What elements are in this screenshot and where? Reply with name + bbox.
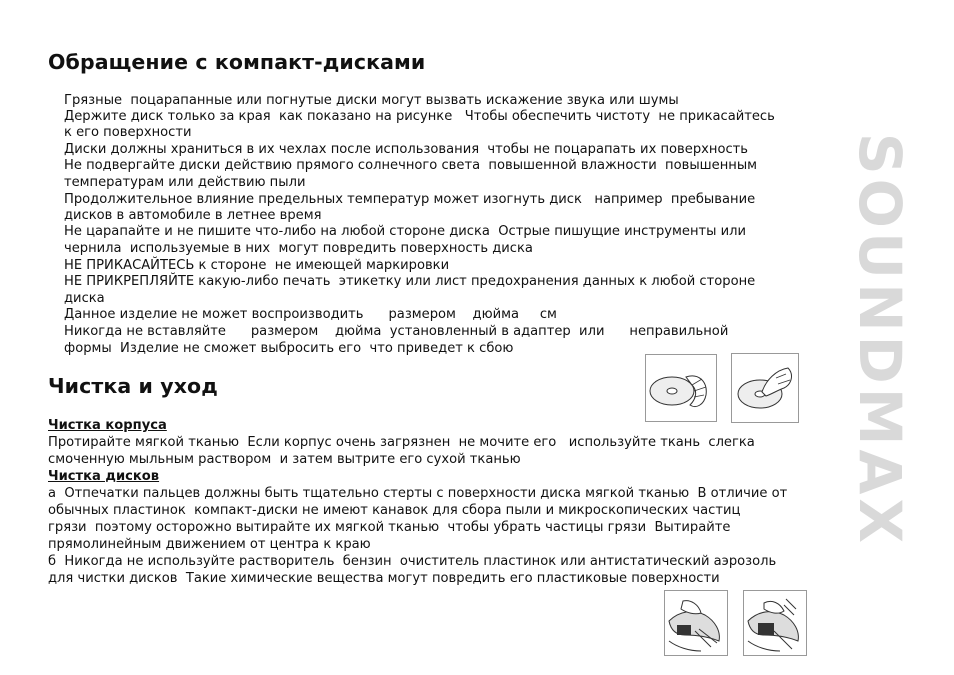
soundmax-logo [846,40,914,640]
text-line: Не царапайте и не пишите что-либо на любой стороне диска Острые пишущие инструменты или [64,224,747,239]
text-line: к его поверхности [64,125,192,140]
subheading-disc-cleaning: Чистка дисков [48,469,160,484]
subheading-case-cleaning: Чистка корпуса [48,418,167,433]
text-line: Диски должны храниться в их чехлах после использования чтобы не поцарапать их поверхность [64,142,749,157]
text-line: прямолинейным движением от центра к краю [48,537,371,552]
text-line: НЕ ПРИКРЕПЛЯЙТЕ какую-либо печать этикетку или лист предохранения данных к любой стороне [64,274,756,289]
text-line: Держите диск только за края как показано на рисунке Чтобы обеспечить чистоту не прикасайтесь [64,109,775,124]
text-line: НЕ ПРИКАСАЙТЕСЬ к стороне не имеющей маркировки [64,258,450,273]
text-line: Не подвергайте диски действию прямого солнечного света повышенной влажности повышенным [64,158,758,173]
disc-held-center-icon [732,354,798,422]
section-title-cd-handling: Обращение с компакт-дисками [48,50,426,74]
text-line: дисков в автомобиле в летнее время [64,208,322,223]
text-line: Данное изделие не может воспроизводить размером дюйма см [64,307,557,322]
disc-cleaning-illustration-2 [743,590,807,656]
text-line: обычных пластинок компакт-диски не имеют канавок для сбора пыли и микроскопических частиц [48,503,741,518]
text-line: смоченную мыльным раствором и затем вытрите его сухой тканью [48,452,521,467]
text-line: температурам или действию пыли [64,175,306,190]
text-line: а Отпечатки пальцев должны быть тщательно стерты с поверхности диска мягкой тканью В отличие от [48,486,788,501]
disc-wiping-wrong-icon [744,591,806,655]
disc-cleaning-illustration-1 [664,590,728,656]
text-line: Грязные поцарапанные или погнутые диски могут вызвать искажение звука или шумы [64,93,679,108]
section-title-cleaning: Чистка и уход [48,374,218,398]
brand-text: SOUNDMAX [846,132,914,548]
text-line: Продолжительное влияние предельных температур может изогнуть диск например пребывание [64,192,756,207]
text-line: Протирайте мягкой тканью Если корпус очень загрязнен не мочите его используйте ткань слегка [48,435,755,450]
text-line: грязи поэтому осторожно вытирайте их мягкой тканью чтобы убрать частицы грязи Вытирайте [48,520,731,535]
text-line: формы Изделие не сможет выбросить его что приведет к сбою [64,341,514,356]
text-line: Никогда не вставляйте размером дюйма установленный в адаптер или неправильной [64,324,729,339]
disc-held-edge-icon [646,355,716,421]
disc-handling-illustration-1 [645,354,717,422]
text-line: чернила используемые в них могут повредить поверхность диска [64,241,533,256]
text-line: б Никогда не используйте растворитель бензин очиститель пластинок или антистатический аэрозоль [48,554,777,569]
disc-handling-illustration-2 [731,353,799,423]
text-line: диска [64,291,105,306]
disc-wiping-icon [665,591,727,655]
text-line: для чистки дисков Такие химические вещества могут повредить его пластиковые поверхности [48,571,720,586]
